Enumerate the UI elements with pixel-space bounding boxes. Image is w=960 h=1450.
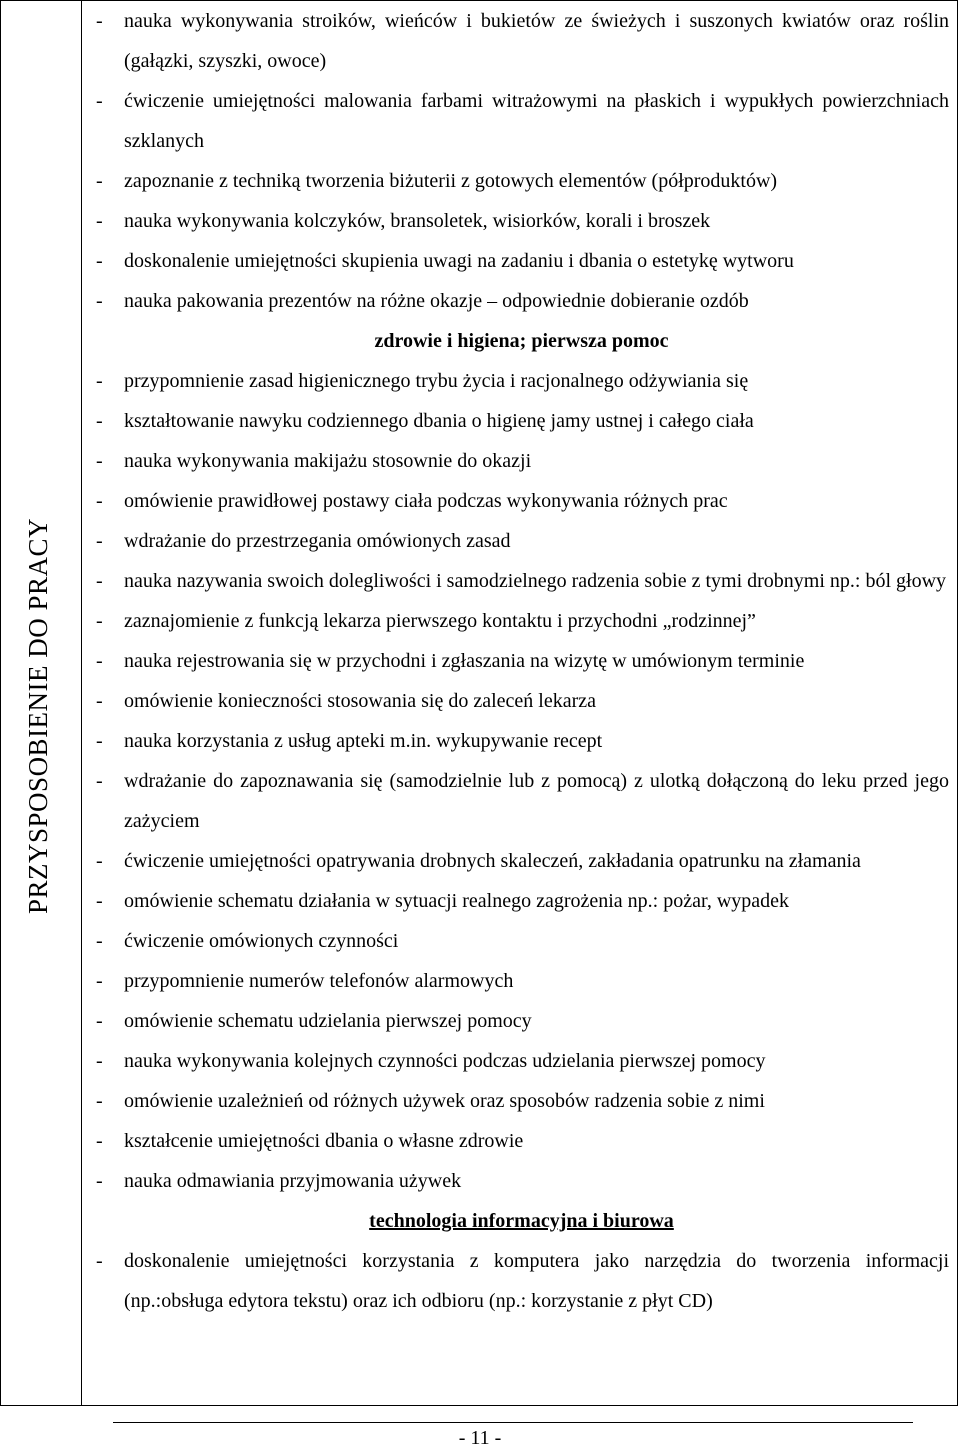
dash-marker: - xyxy=(96,1130,103,1152)
dash-marker: - xyxy=(96,690,103,712)
dash-marker: - xyxy=(96,410,103,432)
list-item: - przypomnienie numerów telefonów alarmowych xyxy=(94,961,949,1001)
list-item: - ćwiczenie omówionych czynności xyxy=(94,921,949,961)
list-health xyxy=(94,361,949,1201)
dash-marker: - xyxy=(96,370,103,392)
dash-marker: - xyxy=(96,610,103,632)
section-heading-it: technologia informacyjna i biurowa xyxy=(369,1210,674,1232)
dash-marker: - xyxy=(96,570,103,592)
column-divider xyxy=(81,1,82,1405)
list-item: - nauka wykonywania stroików, wieńców i bukietów ze świeżych i suszonych kwiatów oraz roślin (gałązki, szyszki, owoce) xyxy=(94,1,949,81)
list-crafts xyxy=(94,1,949,321)
dash-marker: - xyxy=(96,770,103,792)
dash-marker: - xyxy=(96,730,103,752)
list-item: - ćwiczenie umiejętności malowania farbami witrażowymi na płaskich i wypukłych powierzchniach szklanych xyxy=(94,81,949,161)
list-item: - nauka wykonywania makijażu stosownie do okazji xyxy=(94,441,949,481)
list-item: - nauka nazywania swoich dolegliwości i samodzielnego radzenia sobie z tymi drobnymi np.: ból głowy xyxy=(94,561,949,601)
list-item: - nauka korzystania z usług apteki m.in. wykupywanie recept xyxy=(94,721,949,761)
dash-marker: - xyxy=(96,850,103,872)
list-item: - wdrażanie do zapoznawania się (samodzielnie lub z pomocą) z ulotką dołączoną do leku przed jego zażyciem xyxy=(94,761,949,841)
footer-rule xyxy=(113,1422,913,1423)
dash-marker: - xyxy=(96,930,103,952)
dash-marker: - xyxy=(96,250,103,272)
content-column xyxy=(94,1,949,1321)
list-item: - zapoznanie z techniką tworzenia biżuterii z gotowych elementów (półproduktów) xyxy=(94,161,949,201)
dash-marker: - xyxy=(96,1010,103,1032)
list-item: - omówienie konieczności stosowania się do zaleceń lekarza xyxy=(94,681,949,721)
dash-marker: - xyxy=(96,290,103,312)
list-item: - zaznajomienie z funkcją lekarza pierwszego kontaktu i przychodni „rodzinnej” xyxy=(94,601,949,641)
dash-marker: - xyxy=(96,1050,103,1072)
list-item: - doskonalenie umiejętności skupienia uwagi na zadaniu i dbania o estetykę wytworu xyxy=(94,241,949,281)
list-it xyxy=(94,1241,949,1321)
list-item: - ćwiczenie umiejętności opatrywania drobnych skaleczeń, zakładania opatrunku na złamania xyxy=(94,841,949,881)
dash-marker: - xyxy=(96,650,103,672)
page-number: - 11 - xyxy=(458,1427,502,1449)
dash-marker: - xyxy=(96,490,103,512)
section-label: PRZYSPOSOBIENIE DO PRACY xyxy=(23,517,53,914)
dash-marker: - xyxy=(96,170,103,192)
list-item: - nauka rejestrowania się w przychodni i zgłaszania na wizytę w umówionym terminie xyxy=(94,641,949,681)
list-item: - doskonalenie umiejętności korzystania z komputera jako narzędzia do tworzenia informacji (np.:obsługa edytora tekstu) oraz ich odbioru (np.: korzystanie z płyt CD) xyxy=(94,1241,949,1321)
list-item: - kształtowanie nawyku codziennego dbania o higienę jamy ustnej i całego ciała xyxy=(94,401,949,441)
list-item: - przypomnienie zasad higienicznego trybu życia i racjonalnego odżywiania się xyxy=(94,361,949,401)
list-item: - nauka pakowania prezentów na różne okazje – odpowiednie dobieranie ozdób xyxy=(94,281,949,321)
dash-marker: - xyxy=(96,530,103,552)
list-item: - omówienie schematu udzielania pierwszej pomocy xyxy=(94,1001,949,1041)
dash-marker: - xyxy=(96,10,103,32)
list-item: - nauka odmawiania przyjmowania używek xyxy=(94,1161,949,1201)
dash-marker: - xyxy=(96,970,103,992)
list-item: - nauka wykonywania kolejnych czynności podczas udzielania pierwszej pomocy xyxy=(94,1041,949,1081)
list-item: - kształcenie umiejętności dbania o własne zdrowie xyxy=(94,1121,949,1161)
dash-marker: - xyxy=(96,1090,103,1112)
list-item: - omówienie uzależnień od różnych używek oraz sposobów radzenia sobie z nimi xyxy=(94,1081,949,1121)
dash-marker: - xyxy=(96,90,103,112)
list-item: - omówienie prawidłowej postawy ciała podczas wykonywania różnych prac xyxy=(94,481,949,521)
dash-marker: - xyxy=(96,890,103,912)
list-item: - wdrażanie do przestrzegania omówionych zasad xyxy=(94,521,949,561)
list-item: - nauka wykonywania kolczyków, bransoletek, wisiorków, korali i broszek xyxy=(94,201,949,241)
list-item: - omówienie schematu działania w sytuacji realnego zagrożenia np.: pożar, wypadek xyxy=(94,881,949,921)
dash-marker: - xyxy=(96,1170,103,1192)
dash-marker: - xyxy=(96,210,103,232)
section-heading-health: zdrowie i higiena; pierwsza pomoc xyxy=(374,330,669,352)
dash-marker: - xyxy=(96,450,103,472)
dash-marker: - xyxy=(96,1250,103,1272)
